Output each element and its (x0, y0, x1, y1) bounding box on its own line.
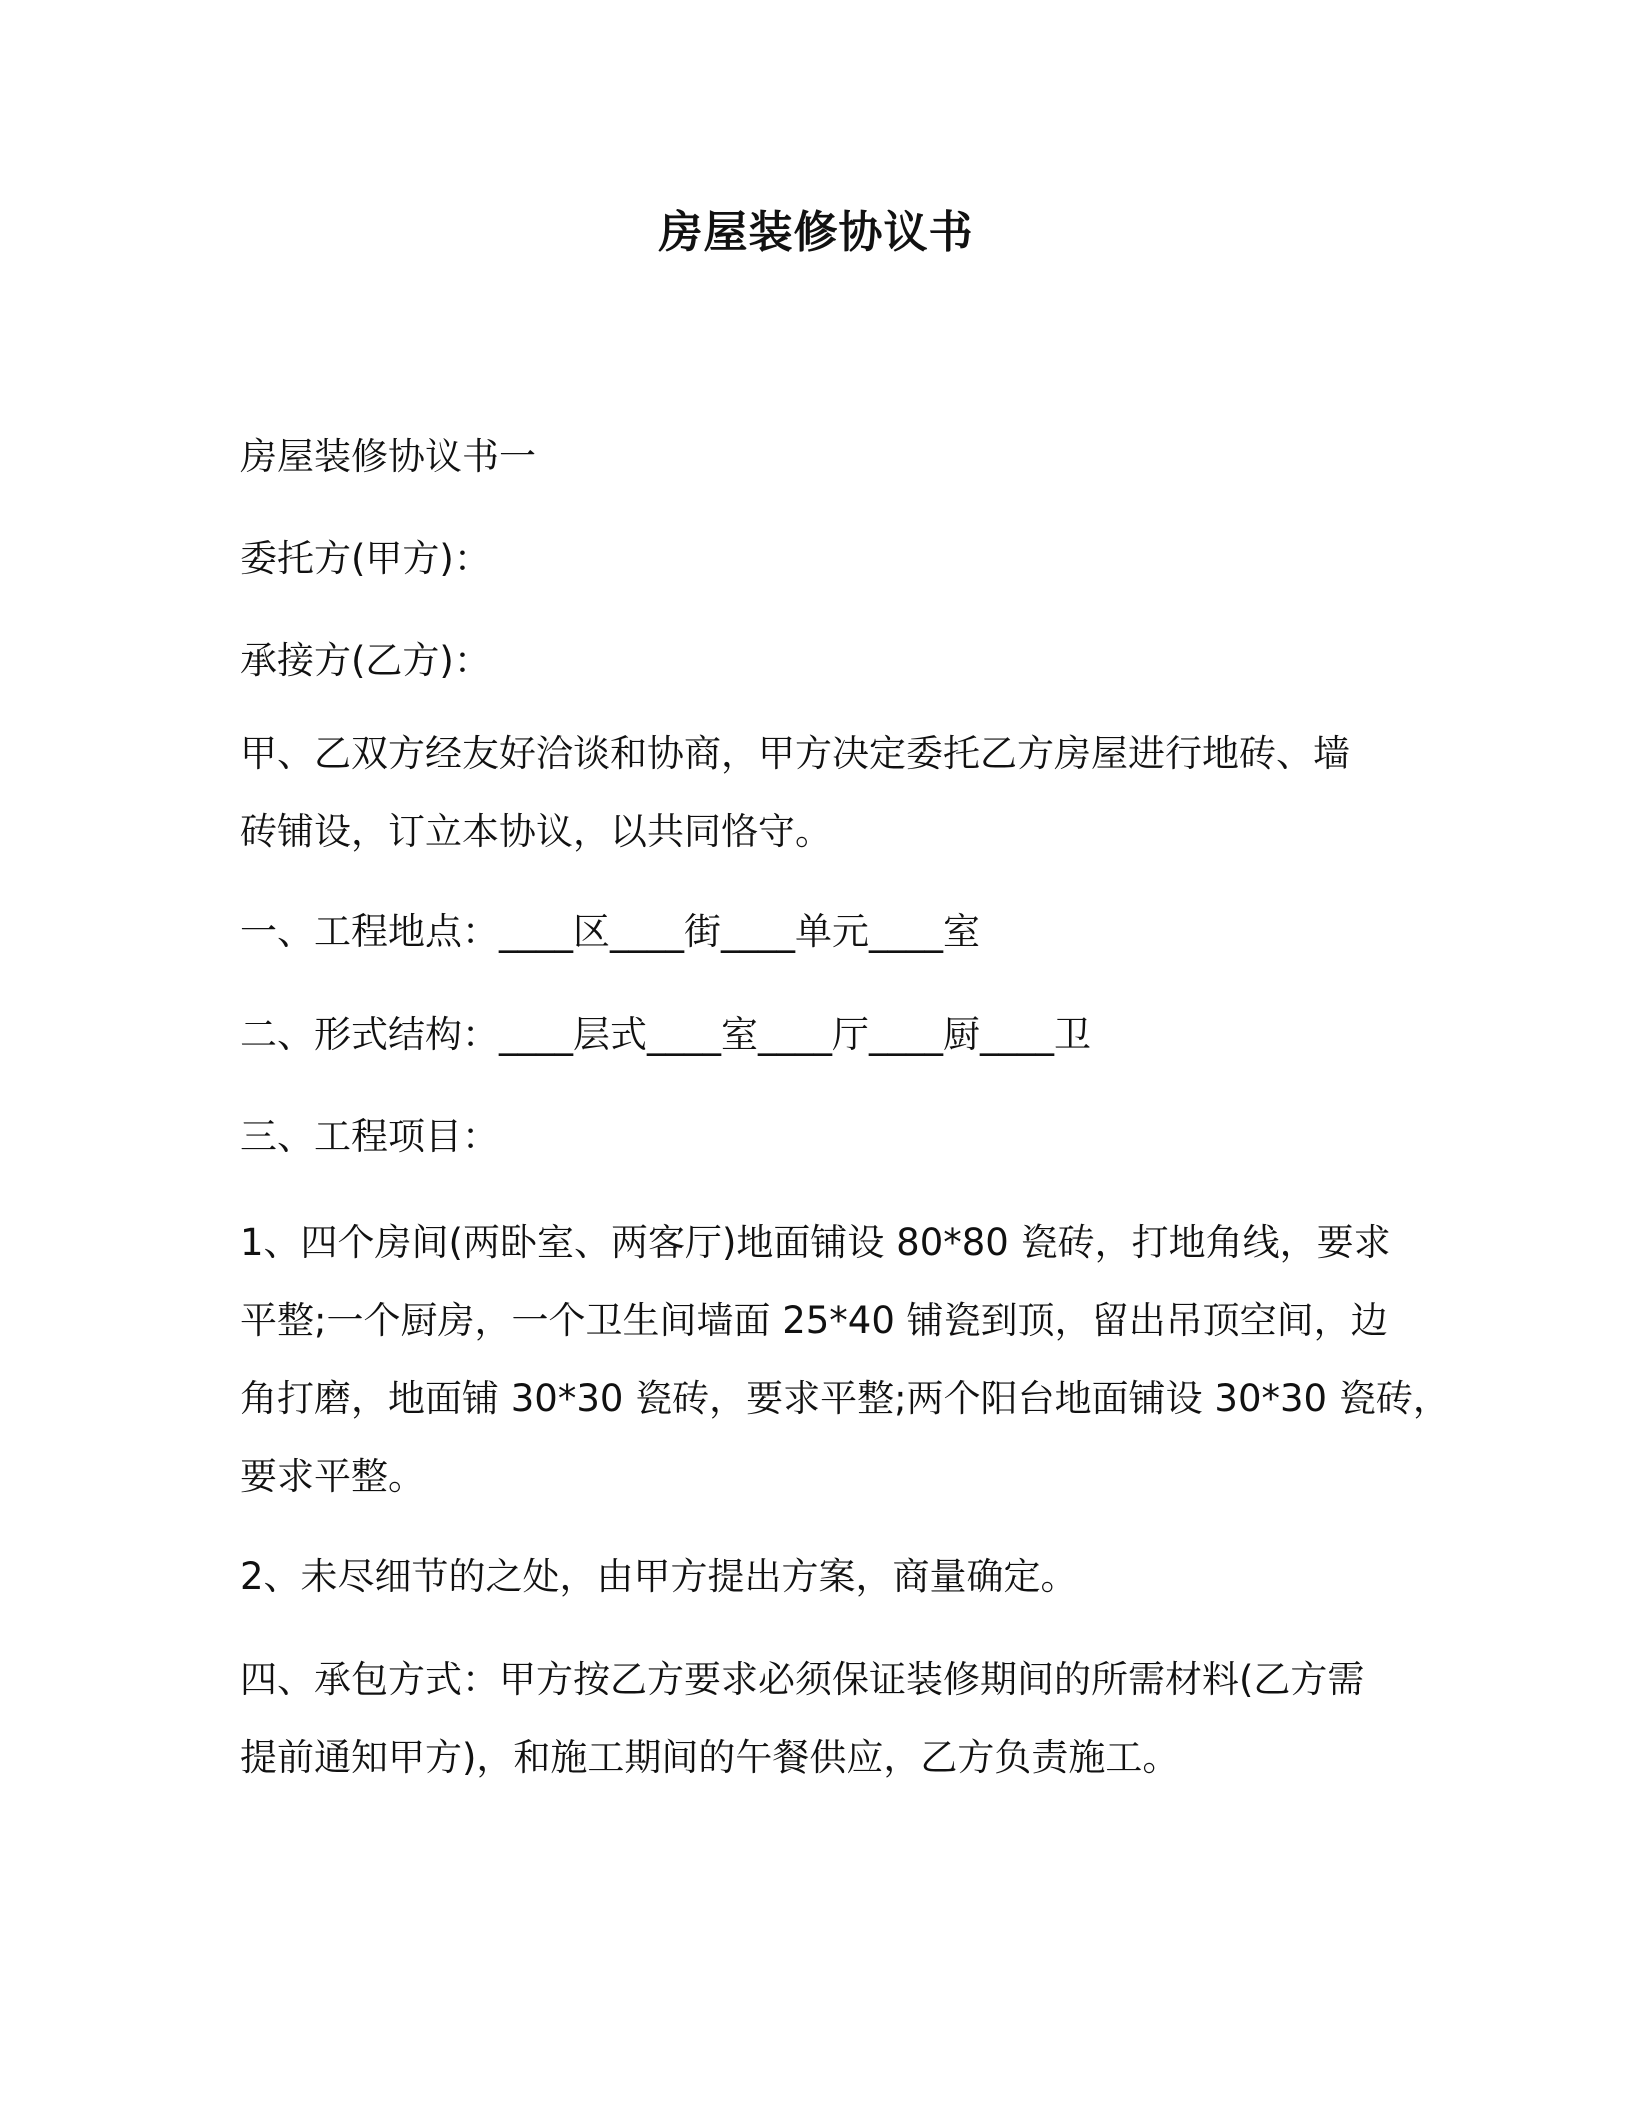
project-location-paragraph (240, 893, 1440, 971)
paragraph-line: 1、四个房间(两卧室、两客厅)地面铺设 80*80 瓷砖，打地角线，要求 (240, 1221, 1391, 1264)
paragraph-line: 三、工程项目： (240, 1115, 499, 1158)
paragraph-line: 平整;一个厨房，一个卫生间墙面 25*40 铺瓷到顶，留出吊顶空间，边 (240, 1299, 1388, 1342)
paragraph-line: 2、未尽细节的之处，由甲方提出方案，商量确定。 (240, 1555, 1078, 1598)
subtitle-paragraph (240, 418, 1440, 496)
paragraph-line: 要求平整。 (240, 1455, 425, 1498)
paragraph-line: 一、工程地点：____区____街____单元____室 (240, 910, 980, 953)
contractor-party-paragraph (240, 622, 1440, 700)
paragraph-line: 承接方(乙方)： (240, 639, 491, 682)
structure-paragraph (240, 996, 1440, 1074)
intro-paragraph (240, 715, 1440, 871)
paragraph-line: 提前通知甲方)，和施工期间的午餐供应，乙方负责施工。 (240, 1736, 1180, 1779)
document-title: 房屋装修协议书 (658, 207, 974, 258)
paragraph-line: 二、形式结构：____层式____室____厅____厨____卫 (240, 1013, 1091, 1056)
paragraph-line: 砖铺设，订立本协议，以共同恪守。 (240, 810, 832, 853)
contract-method-paragraph (240, 1641, 1440, 1797)
paragraph-line: 房屋装修协议书一 (240, 435, 536, 478)
item-2-paragraph (240, 1538, 1440, 1616)
client-party-paragraph (240, 520, 1440, 598)
paragraph-line: 委托方(甲方)： (240, 537, 491, 580)
item-1-paragraph (240, 1204, 1450, 1516)
paragraph-line: 甲、乙双方经友好洽谈和协商，甲方决定委托乙方房屋进行地砖、墙 (240, 732, 1350, 775)
paragraph-line: 角打磨，地面铺 30*30 瓷砖，要求平整;两个阳台地面铺设 30*30 瓷砖， (240, 1377, 1450, 1420)
project-items-heading (240, 1098, 1440, 1176)
paragraph-line: 四、承包方式：甲方按乙方要求必须保证装修期间的所需材料(乙方需 (240, 1658, 1365, 1701)
